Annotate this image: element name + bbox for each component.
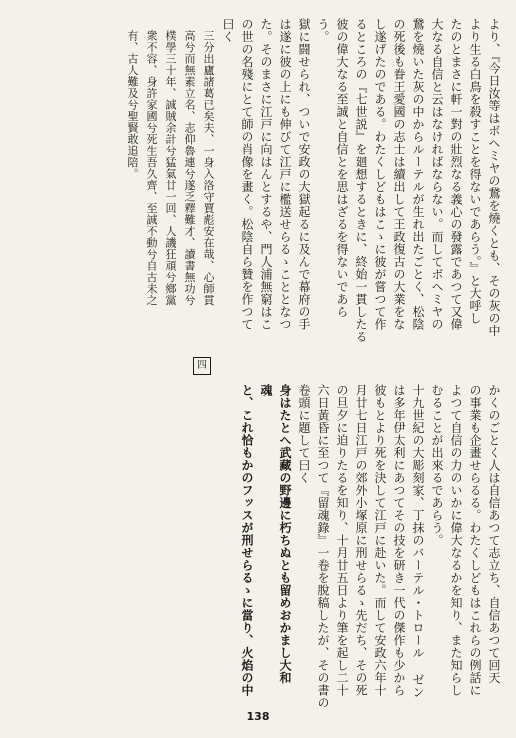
- text-line: 彼の偉大なる至誠と自信とを思はざるを得ないであら: [335, 18, 349, 318]
- text-line: 獄に闘せられ、ついで安政の大獄起るに及んで幕府の手: [297, 18, 311, 331]
- poem-line: 有、古人難及兮聖賢敢追陪。: [126, 30, 139, 180]
- text-line: 卷頭に題して曰く: [297, 384, 311, 484]
- text-line: の旦夕に迫りたるを知り、十月廿五日より筆を起し二十: [335, 384, 349, 697]
- text-line: 曰く: [221, 18, 235, 43]
- text-line: は多年伊太利にあつてその技を研き一代の傑作も少から: [392, 384, 406, 697]
- text-line: かくのごとく人は自信あつて志立ち、自信あつて回天: [487, 384, 501, 684]
- text-line: う。: [316, 18, 330, 43]
- text-line: 十九世紀の大彫刻家、丁抹のバーテル・トロール ゼン: [411, 384, 425, 699]
- text-line: 大なる自信と云はなければならない。而してボヘミヤの: [430, 18, 444, 331]
- poem-line: 三分出廬諸葛已矣夫、一身入洛守賈彪安在哉、心師貫: [202, 30, 215, 306]
- text-line: 鵞を燒いた灰の中からルーテルが生れ出たごとく、松陰: [411, 18, 425, 331]
- text-line: は遂に彼の上にも伸びて江戸に檻送せらるゝこととなつ: [278, 18, 292, 331]
- lower-text-block: [18, 384, 503, 709]
- text-line: るところの『七世説』を廻想するときに、終始一貫したる: [354, 18, 368, 343]
- section-marker: 四: [193, 357, 211, 375]
- poem-line: 魂: [259, 384, 273, 397]
- text-line: より、『今日汝等はボヘミヤの鵞を燒くとも、その灰の中: [487, 18, 501, 337]
- page-number: 138: [246, 710, 270, 723]
- poem-line: 身はたとへ武藏の野邊に朽ちぬとも留めおかまし大和: [278, 384, 292, 684]
- poem-line: 樸學三十年、誠賊余計兮猛氣廿一回、人譏狂頑兮鄉黨: [164, 30, 177, 306]
- text-line: の事業も企畫せらるる。わたくしどもはこれらの例話に: [468, 384, 482, 697]
- text-line: 六日黃昏に至つて『留魂錄』一卷を脫稿したが、その書の: [316, 384, 330, 709]
- text-line: より生る白鳥を殺すことを得ないであらう。』と大呼し: [468, 18, 482, 325]
- text-line: よつて自信の力のいかに偉大なるかを知り、また知らし: [449, 384, 463, 697]
- text-line: し遂げたのである。わたくしどもはこゝに彼が嘗つて作: [373, 18, 387, 331]
- poem-line: 高兮而無素立名、志仰魯連兮遂乏釋難才、讀書無功兮: [183, 30, 196, 306]
- text-line: た。そのまさに江戸に向はんとするや、門人浦無窮はこ: [259, 18, 273, 331]
- text-line: 月廿七日江戸の郊外小塚原に刑せらるゝ先だち、その死: [354, 384, 368, 697]
- text-line: の世の名殘にとて師の肖像を畫く。松陰自ら贊を作つて: [240, 18, 254, 331]
- upper-text-block: [18, 18, 503, 344]
- text-line: の死後も眷王愛國の志士は續出して王政復古の大業をな: [392, 18, 406, 331]
- poem-line: 衆不容、身許家國兮死生吾久齊、至誠不動兮自古未之: [145, 30, 158, 306]
- text-line: と、これ恰もかのフッスが刑せらるゝに當り、火焰の中: [240, 384, 254, 697]
- text-line: たのとまさに軒一對の壯烈なる義心の發露であつて又偉: [449, 18, 463, 331]
- text-line: 彼もとより死を決して江戸に赴いた。而して安政六年十: [373, 384, 387, 697]
- text-line: むることが出來るであらう。: [430, 384, 444, 547]
